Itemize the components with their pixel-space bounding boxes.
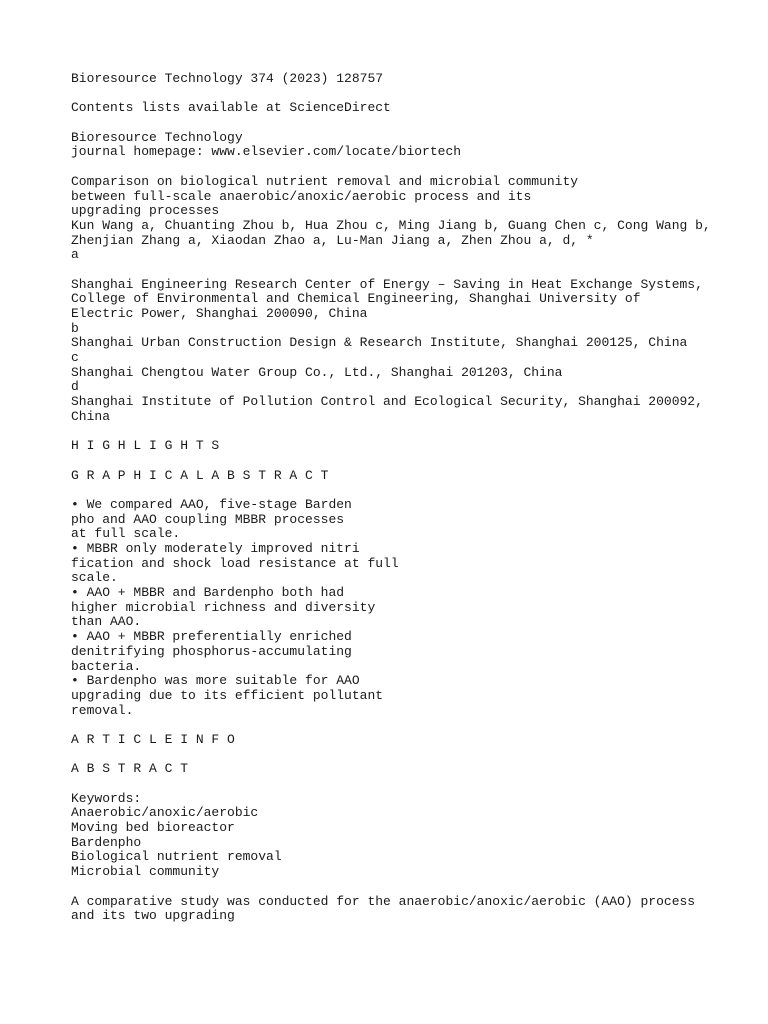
abstract-line: A comparative study was conducted for the anaerobic/anoxic/aerobic (AAO) process xyxy=(71,893,696,909)
affiliation-line: Shanghai Chengtou Water Group Co., Ltd., Shanghai 201203, China xyxy=(71,364,563,380)
keywords-block xyxy=(71,792,751,880)
affiliation-marker: d xyxy=(71,379,79,395)
affiliation-line: Shanghai Urban Construction Design & Research Institute, Shanghai 200125, China xyxy=(71,335,688,351)
affiliation-line: Shanghai Institute of Pollution Control and Ecological Security, Shanghai 200092, xyxy=(71,394,703,410)
title-line: between full-scale anaerobic/anoxic/aerobic process and its xyxy=(71,188,532,204)
affiliation-line: Electric Power, Shanghai 200090, China xyxy=(71,306,368,321)
paper-title xyxy=(71,175,751,219)
graphical-abstract-heading: G R A P H I C A L A B S T R A C T xyxy=(71,467,329,483)
paper-page xyxy=(71,72,751,924)
article-info-heading: A R T I C L E I N F O xyxy=(71,731,235,747)
affiliations xyxy=(71,248,751,424)
abstract-text xyxy=(71,895,751,924)
abstract-heading: A B S T R A C T xyxy=(71,761,189,777)
highlight-line: at full scale. xyxy=(71,526,181,542)
abstract-line: and its two upgrading xyxy=(71,908,235,924)
highlight-line: denitrifying phosphorus-accumulating xyxy=(71,643,352,659)
highlight-line: • Bardenpho was more suitable for AAO xyxy=(71,673,360,689)
journal-name: Bioresource Technology xyxy=(71,129,243,145)
highlight-line: scale. xyxy=(71,570,118,586)
affiliation-spacer xyxy=(71,263,751,278)
highlight-line: removal. xyxy=(71,702,134,718)
journal-reference: Bioresource Technology 374 (2023) 128757 xyxy=(71,71,384,86)
affiliation-marker: b xyxy=(71,320,79,336)
affiliation-line: College of Environmental and Chemical Engineering, Shanghai University of xyxy=(71,291,641,307)
keywords-label: Keywords: xyxy=(71,790,142,806)
keyword: Bardenpho xyxy=(71,834,142,850)
keyword: Biological nutrient removal xyxy=(71,849,282,865)
keyword: Anaerobic/anoxic/aerobic xyxy=(71,805,259,821)
highlight-line: • We compared AAO, five-stage Barden xyxy=(71,496,352,512)
contents-line: Contents lists available at ScienceDirect xyxy=(71,100,391,116)
title-line: Comparison on biological nutrient removal and microbial community xyxy=(71,173,579,189)
highlight-line: higher microbial richness and diversity xyxy=(71,599,376,615)
affiliation-marker: c xyxy=(71,350,79,366)
highlight-line: • MBBR only moderately improved nitri xyxy=(71,541,360,556)
affiliation-line: Shanghai Engineering Research Center of Energy – Saving in Heat Exchange Systems, xyxy=(71,276,703,292)
keyword: Moving bed bioreactor xyxy=(71,820,235,836)
title-line: upgrading processes xyxy=(71,203,220,219)
highlight-line: • AAO + MBBR and Bardenpho both had xyxy=(71,585,345,601)
highlights-list xyxy=(71,498,751,718)
affiliation-marker: a xyxy=(71,247,79,263)
highlight-line: pho and AAO coupling MBBR processes xyxy=(71,511,345,527)
highlights-heading: H I G H L I G H T S xyxy=(71,438,220,454)
highlight-line: bacteria. xyxy=(71,658,142,674)
author-line: Kun Wang a, Chuanting Zhou b, Hua Zhou c, Ming Jiang b, Guang Chen c, Cong Wang b, xyxy=(71,217,711,233)
affiliation-line: China xyxy=(71,408,111,424)
author-line: Zhenjian Zhang a, Xiaodan Zhao a, Lu-Man Jiang a, Zhen Zhou a, d, * xyxy=(71,232,594,248)
keyword: Microbial community xyxy=(71,864,220,880)
journal-homepage: journal homepage: www.elsevier.com/locate/biortech xyxy=(71,144,462,160)
author-list xyxy=(71,219,751,248)
highlight-line: fication and shock load resistance at full xyxy=(71,555,399,571)
highlight-line: upgrading due to its efficient pollutant xyxy=(71,687,384,703)
highlight-line: than AAO. xyxy=(71,614,142,630)
highlight-line: • AAO + MBBR preferentially enriched xyxy=(71,629,352,645)
